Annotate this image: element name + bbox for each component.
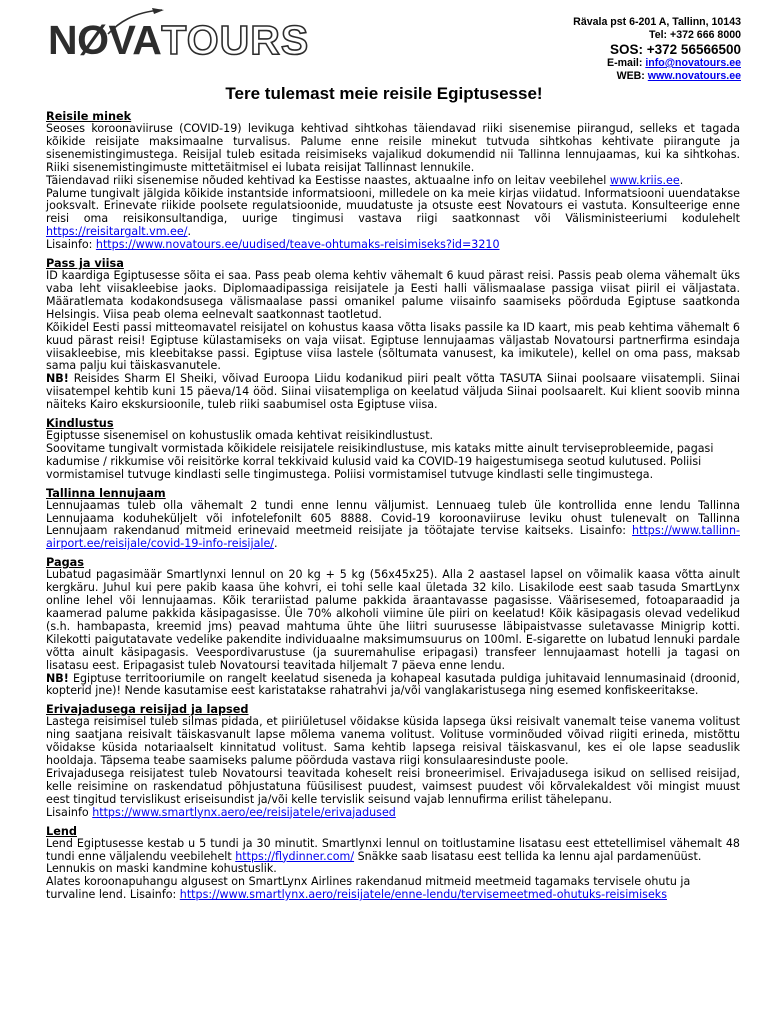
paragraph-text: Palume tungivalt jälgida kõikide instantside informatsiooni, milledele on ka meie kirjas viidatud. Informatsiooni uuendatakse jooksvalt. Erinevate riikide poolsete regulatsioonide, muudatuste ja otsuste eest Novatours ei vastuta. Konsulteerige enne reisi oma reisikonsultandiga, uurige tingimusi vastava riigi saatkonnast või Välisministeeriumi kodulehelt <box>46 186 740 226</box>
smartlynx-health-link[interactable]: https://www.smartlynx.aero/reisijatele/enne-lendu/tervisemeetmed-ohutuks-reisimiseks <box>179 888 667 902</box>
paragraph <box>46 188 740 240</box>
kriis-link[interactable]: www.kriis.ee <box>609 173 680 187</box>
paragraph-text: . <box>679 173 684 187</box>
paragraph: Kõikidel Eesti passi mitteomavatel reisijatel on kohustus kaasa võtta lisaks passile ka ID kaart, mis peab kehtima vähemalt 6 kuud pärast reisi! Egiptuse külastamiseks on vaja viisat. Egiptuse lennujaamas väljastab Novatoursi partnerfirma esindaja viisakleebise, mis kleebitakse passi. Egiptuse viisa lastele (sõltumata vanusest, ka imikutele), kellel on oma pass, maksab sama palju kui täiskasvanutele. <box>46 320 740 373</box>
smartlynx-special-needs-link[interactable]: https://www.smartlynx.aero/ee/reisijatele/erivajadused <box>92 805 396 819</box>
paragraph-text: Reisides Sharm El Sheiki, võivad Euroopa Liidu kodanikud piiri pealt võtta TASUTA Siinai poolsaare viisatempli. Siinai viisatempel kehtib kuni 15 päeva/14 ööd. Siinai viisatempliga on keelatud väljuda Siinai poolsaarelt. Kui klient soovib minna näiteks Kairo ekskursioonile, tuleb riiki saabumisel osta Egiptuse viisa. <box>46 372 740 412</box>
section-kindlustus <box>46 417 740 482</box>
paragraph: Lubatud pagasimäär Smartlynxi lennul on 20 kg + 5 kg (56x45x25). Alla 2 aastasel lapsel on võimalik kaasa võtta ainult kergkäru. Juhul kui pere pakib kaasa ühe kohvri, ei tohi selle kaal ületada 32 kilo. Lisakilode eest saab tasuda SmartLynx online lehel või lennujaamas. Kõik terariistad palume pakkida äraantavasse pagasisse. Väärisesemed, fotoaparaadid ja kaamerad palume pakkida käsipagasisse. Üle 70% alkoholi viimine üle piiri on keelatud! Kõik käsipagasis olevad vedelikud (s.h. hambapasta, kreemid jms) peavad mahtuma ühte ühe liitri suurusesse läbipaistvasse suletavasse Minigrip kotti. Kilekotti paigutatavate vedelike pakendite individuaalne maksimumsuurus on 100ml. E-sigarette on lubatud lennuki pardale võtta ainult käsipagasis. Veespordivarustuse (ja suuremahulise eripagasi) transfeer lennujaamast hotelli ja tagasi on lisatasu eest. Eripagasist tuleb Novatoursi teavitada hiljemalt 7 päeva enne lendu. <box>46 568 740 672</box>
section-lend <box>46 825 740 903</box>
section-tallinna-lennujaam <box>46 487 740 552</box>
address-line: Rävala pst 6-201 A, Tallinn, 10143 <box>573 16 741 28</box>
paragraph <box>46 807 740 820</box>
section-heading: Reisile minek <box>46 110 132 123</box>
paragraph-text: . <box>187 225 191 239</box>
tel-line: Tel: +372 666 8000 <box>649 29 741 41</box>
section-heading: Tallinna lennujaam <box>46 486 166 500</box>
paragraph-text: Lend Egiptusesse kestab u 5 tundi ja 30 minutit. Smartlynxi lennul on toitlustamine lisatasu eest ettetellimisel vähemalt 48 tundi enne väljalendu veebilehelt <box>46 836 740 863</box>
novatours-news-link[interactable]: https://www.novatours.ee/uudised/teave-ohtumaks-reisimiseks?id=3210 <box>95 238 500 252</box>
paragraph: ID kaardiga Egiptusesse sõita ei saa. Pass peab olema kehtiv vähemalt 6 kuud pärast reisi. Passis peab olema vähemalt üks vaba leht viisakleebise jaoks. Diplomaadipassiga reisijatele ja Eesti halli välismaalase passiga viisat piiril ei väljastata. Määratlemata kodakondsusega välismaalase passi omanikel palume viisainfo saamiseks pöörduda Egiptuse saatkonda Helsingis. Viisa peab olema eelnevalt saatkonnast taotletud. <box>46 269 740 321</box>
paragraph: Seoses koroonaviiruse (COVID-19) levikuga kehtivad sihtkohas täiendavad riiki sisenemise piirangud, selleks et tagada kõikide reisijate maksimaalne turvalisus. Palume enne reisile minekut tutvuda sihtkohas kehtivate piirangute ja sisenemistingimustega. Reisijal tuleb esitada reisimiseks vajalikud dokumendid nii Tallinna lennujaamas, kui ka sihtkohas. Riiki sisenemistingimuste mittetäitmisel ei lubata reisijat Tallinnast lennukile. <box>46 122 740 174</box>
plane-swoosh-icon <box>106 8 166 38</box>
document-body <box>46 110 740 907</box>
paragraph <box>46 239 740 252</box>
paragraph-text: . <box>274 537 278 551</box>
paragraph <box>46 876 740 902</box>
email-line <box>573 57 741 70</box>
paragraph: Erivajadusega reisijatest tuleb Novatoursi teavitada koheselt reisi broneerimisel. Erivajadusega isikud on sellised reisijad, kelle reisimine on raskendatud põhjustatuna füüsilisest puudest, vaimsest puudest või kõrvalekaldest või mingist muust eest tingitud tervislikust eriseisundist ja/või kelle tervislik seisund vajab lennufirma erilist tähelepanu. <box>46 766 740 806</box>
paragraph-text: Lennujaamas tuleb olla vähemalt 2 tundi enne lennu väljumist. Lennuaeg tuleb üle kontrollida enne lendu Tallinna Lennujaama koduheküljelt või infotelefonilt 605 8888. Covid-19 koroonaviiruse leviku ohust tulenevalt on Tallinna Lennujaam rakendanud mitmeid erinevaid meetmeid reisijate ja töötajate tervise kaitseks. Lisainfo: <box>46 498 740 538</box>
tallinn-airport-link[interactable]: https://www.tallinn-airport.ee/reisijale/covid-19-info-reisijale/ <box>46 524 740 551</box>
paragraph: Lastega reisimisel tuleb silmas pidada, et piiriületusel võidakse küsida lapsega üksi reisivalt vanemalt teise vanema volitust ning saatjana reisivalt täiskasvanult lapse mõlema vanema volitust. Volituse vorminõuded võivad riigiti erineda, mistõttu võidakse küsida notariaalselt kinnitatud volitust. Sama kehtib lapsega reisival täiskasvanul, kes ei ole lapse seaduslik hooldaja. Täpsema teabe saamiseks palume pöörduda vastava riigi konsulaaresinduste poole. <box>46 715 740 768</box>
logo-wordmark <box>48 17 310 63</box>
paragraph-text: Alates koroonapuhangu algusest on SmartLynx Airlines rakendanud mitmeid meetmeid tagamaks tervisele ohutu ja turvaline lend. Lisainfo: <box>46 875 691 902</box>
paragraph <box>46 373 740 412</box>
logo-nova-text: NØVA <box>48 17 162 63</box>
reisitargalt-link[interactable]: https://reisitargalt.vm.ee/ <box>46 225 188 239</box>
nb-label: NB! <box>46 671 69 685</box>
paragraph: Lennukis on maski kandmine kohustuslik. <box>46 862 277 876</box>
section-pass-ja-viisa <box>46 257 740 412</box>
paragraph-text: Snäkke saab lisatasu eest tellida ka lennu ajal pardamenüüst. <box>354 849 702 863</box>
nb-label: NB! <box>46 372 69 386</box>
paragraph: Soovitame tungivalt vormistada kõikidele reisijatele reisikindlustuse, mis kataks mitte ainult terviseprobleemide, pagasi kadumise / rikkumise või reisitörke korral tekkivaid kulusid vaid ka COVID-19 haigestumisega seotud kulutused. Poliisi vormistamisel tutvuge kindlasti selle tingimustega. Poliisi vormistamisel tutvuge kindlasti selle tingimustega. <box>46 441 714 481</box>
email-link[interactable]: info@novatours.ee <box>645 57 741 69</box>
contact-block <box>573 16 741 83</box>
novatours-logo[interactable] <box>48 17 318 63</box>
section-erivajadused <box>46 703 740 819</box>
paragraph: Egiptusse sisenemisel on kohustuslik omada kehtivat reisikindlustust. <box>46 429 434 443</box>
paragraph-text: Täiendavad riiki sisenemise nõuded kehtivad ka Eestisse naastes, aktuaalne info on leitav veebilehel <box>46 173 610 187</box>
paragraph <box>46 673 740 699</box>
web-label: WEB: <box>616 70 648 82</box>
section-heading: Lend <box>46 824 77 838</box>
paragraph-text: Egiptuse territooriumile on rangelt keelatud siseneda ja kohapeal kasutada puldiga juhitavaid lennumasinaid (droonid, kopterid jne)! Nende kasutamise eest karistatakse rahatrahvi ja/või vanglakaristusega ning esemed konfiskeeritakse. <box>46 671 740 698</box>
section-reisile-minek <box>46 110 740 252</box>
section-heading: Pass ja viisa <box>46 257 124 271</box>
paragraph <box>46 500 740 552</box>
sos-line: SOS: +372 56566500 <box>610 42 741 57</box>
paragraph-text: Lisainfo: <box>46 238 96 252</box>
section-heading: Pagas <box>46 556 85 570</box>
section-pagas <box>46 556 740 698</box>
email-label: E-mail: <box>607 57 646 69</box>
web-line <box>573 70 741 83</box>
paragraph <box>46 838 740 864</box>
section-heading: Kindlustus <box>46 417 114 431</box>
section-heading: Erivajadusega reisijad ja lapsed <box>46 703 249 717</box>
logo-tours-text: TOURS <box>161 17 310 63</box>
page-title: Tere tulemast meie reisile Egiptusesse! <box>225 84 543 103</box>
paragraph-text: Lisainfo <box>46 805 93 819</box>
flydinner-link[interactable]: https://flydinner.com/ <box>235 849 355 863</box>
web-link[interactable]: www.novatours.ee <box>647 70 741 82</box>
